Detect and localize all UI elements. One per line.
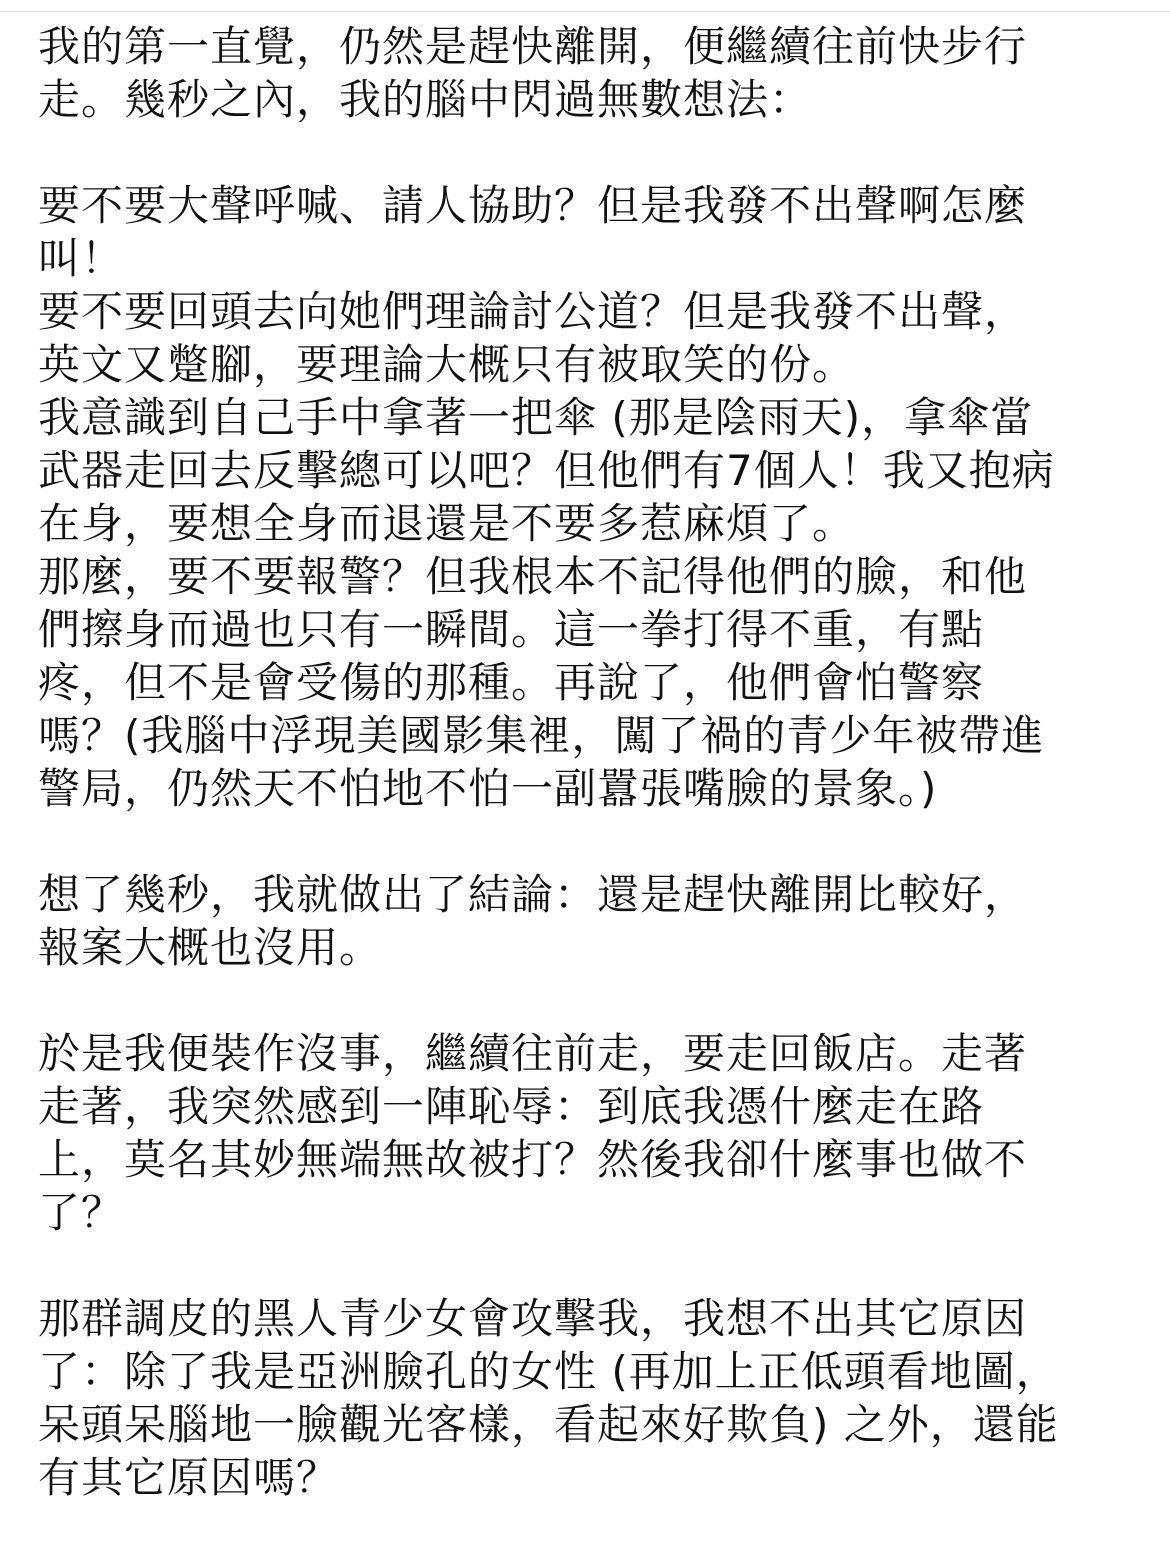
text-line: 警局，仍然天不怕地不怕一副囂張嘴臉的景象。) [38,764,938,813]
post-text-body [38,20,1138,1504]
text-line: 走著，我突然感到一陣恥辱：到底我憑什麼走在路 [38,1082,985,1131]
text-line: 有其它原因嗎？ [38,1453,340,1502]
text-line: 走。幾秒之內，我的腦中閃過無數想法： [38,75,813,124]
text-line: 要不要大聲呼喊、請人協助？但是我發不出聲啊怎麼 [38,181,1028,230]
paragraph-gap [38,815,1138,868]
text-line: 那麼，要不要報警？但我根本不記得他們的臉，和他 [38,552,1028,601]
text-line: 武器走回去反擊總可以吧？但他們有7個人！我又抱病 [38,446,1055,495]
text-line: 想了幾秒，我就做出了結論：還是趕快離開比較好， [38,870,1028,919]
text-line: 叫！ [38,234,125,283]
text-line: 了？ [38,1188,125,1237]
text-line: 要不要回頭去向她們理論討公道？但是我發不出聲， [38,287,1028,336]
text-line: 我的第一直覺，仍然是趕快離開，便繼續往前快步行 [38,22,1028,71]
paragraph-gap [38,1239,1138,1292]
text-line: 們擦身而過也只有一瞬間。這一拳打得不重，有點 [38,605,985,654]
text-line: 在身，要想全身而退還是不要多惹麻煩了。 [38,499,856,548]
paragraph-gap [38,974,1138,1027]
text-line: 我意識到自己手中拿著一把傘 (那是陰雨天)，拿傘當 [38,393,1034,442]
text-line: 英文又蹩腳，要理論大概只有被取笑的份。 [38,340,856,389]
text-line: 嗎？(我腦中浮現美國影集裡，闖了禍的青少年被帶進 [38,711,1045,760]
paragraph-gap [38,126,1138,179]
top-divider [0,11,1170,12]
text-line: 上，莫名其妙無端無故被打？然後我卻什麼事也做不 [38,1135,1028,1184]
text-line: 於是我便裝作沒事，繼續往前走，要走回飯店。走著 [38,1029,1028,1078]
text-line: 報案大概也沒用。 [38,923,383,972]
text-line: 那群調皮的黑人青少女會攻擊我，我想不出其它原因 [38,1294,1028,1343]
text-line: 了：除了我是亞洲臉孔的女性 (再加上正低頭看地圖， [38,1347,1059,1396]
text-line: 呆頭呆腦地一臉觀光客樣，看起來好欺負) 之外，還能 [38,1400,1059,1449]
text-line: 疼，但不是會受傷的那種。再說了，他們會怕警察 [38,658,985,707]
